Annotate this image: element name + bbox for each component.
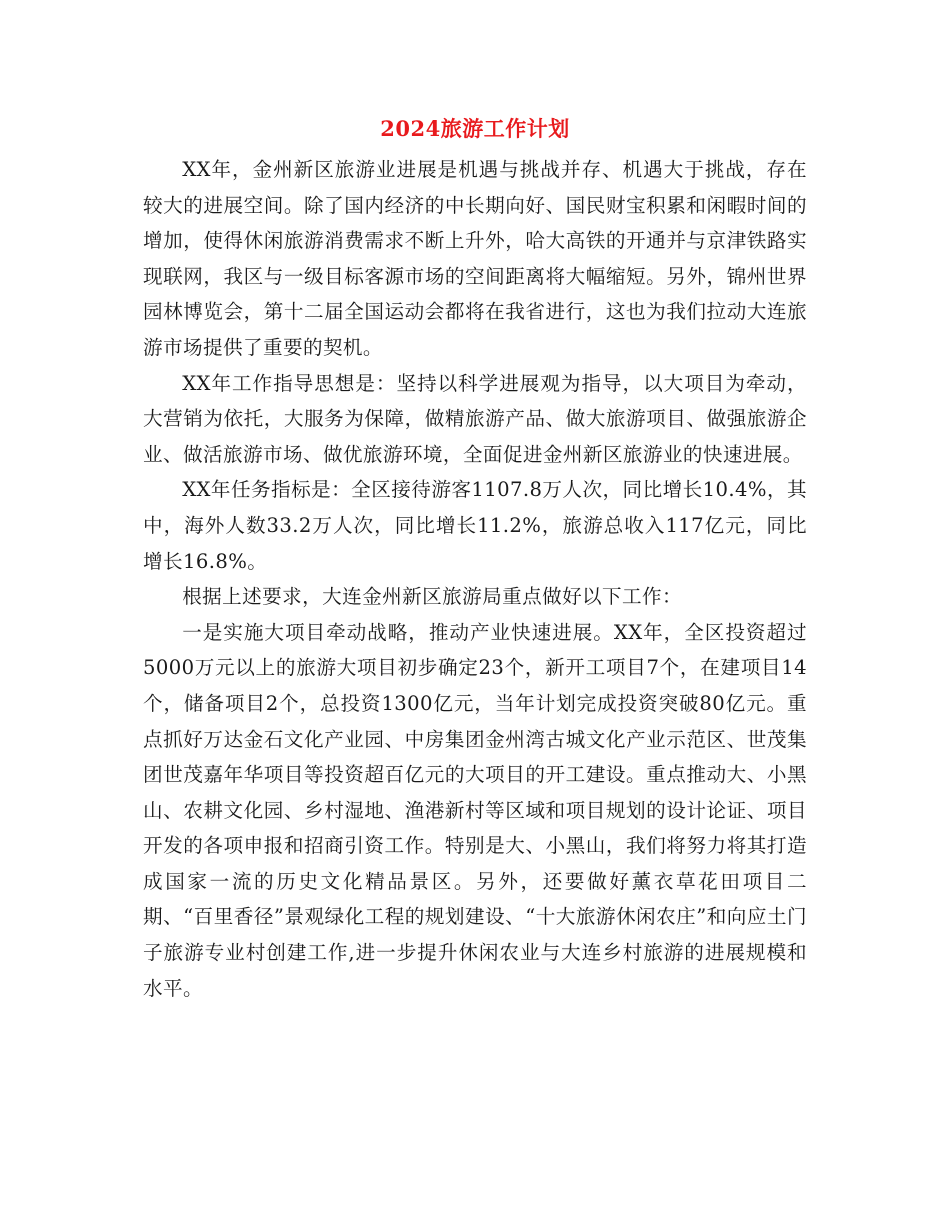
- paragraph-4: 根据上述要求，大连金州新区旅游局重点做好以下工作：: [182, 585, 683, 609]
- document-title: 2024旅游工作计划: [380, 116, 570, 141]
- document-body: [143, 152, 807, 1006]
- paragraph-5: 一是实施大项目牵动战略，推动产业快速进展。XX年，全区投资超过5000万元以上的旅游大项目初步确定23个，新开工项目7个，在建项目14个，储备项目2个，总投资1300亿元，当年计划完成投资突破80亿元。重点抓好万达金石文化产业园、中房集团金州湾古城文化产业示范区、世茂集团世茂嘉年华项目等投资超百亿元的大项目的开工建设。重点推动大、小黑山、农耕文化园、乡村湿地、渔港新村等区域和项目规划的设计论证、项目开发的各项申报和招商引资工作。特别是大、小黑山，我们将努力将其打造成国家一流的历史文化精品景区。另外，还要做好薰衣草花田项目二期、“百里香径”景观绿化工程的规划建设、“十大旅游休闲农庄”和向应土门子旅游专业村创建工作,进一步提升休闲农业与大连乡村旅游的进展规模和水平。: [143, 620, 807, 1000]
- paragraph-2: XX年工作指导思想是：坚持以科学进展观为指导，以大项目为牵动，大营销为依托，大服务为保障，做精旅游产品、做大旅游项目、做强旅游企业、做活旅游市场、做优旅游环境，全面促进金州新区旅游业的快速进展。: [143, 371, 807, 466]
- paragraph-3: XX年任务指标是：全区接待游客1107.8万人次，同比增长10.4%，其中，海外人数33.2万人次，同比增长11.2%，旅游总收入117亿元，同比增长16.8%。: [143, 478, 807, 573]
- paragraph-1: XX年，金州新区旅游业进展是机遇与挑战并存、机遇大于挑战，存在较大的进展空间。除了国内经济的中长期向好、国民财宝积累和闲暇时间的增加，使得休闲旅游消费需求不断上升外，哈大高铁的开通并与京津铁路实现联网，我区与一级目标客源市场的空间距离将大幅缩短。另外，锦州世界园林博览会，第十二届全国运动会都将在我省进行，这也为我们拉动大连旅游市场提供了重要的契机。: [143, 158, 807, 359]
